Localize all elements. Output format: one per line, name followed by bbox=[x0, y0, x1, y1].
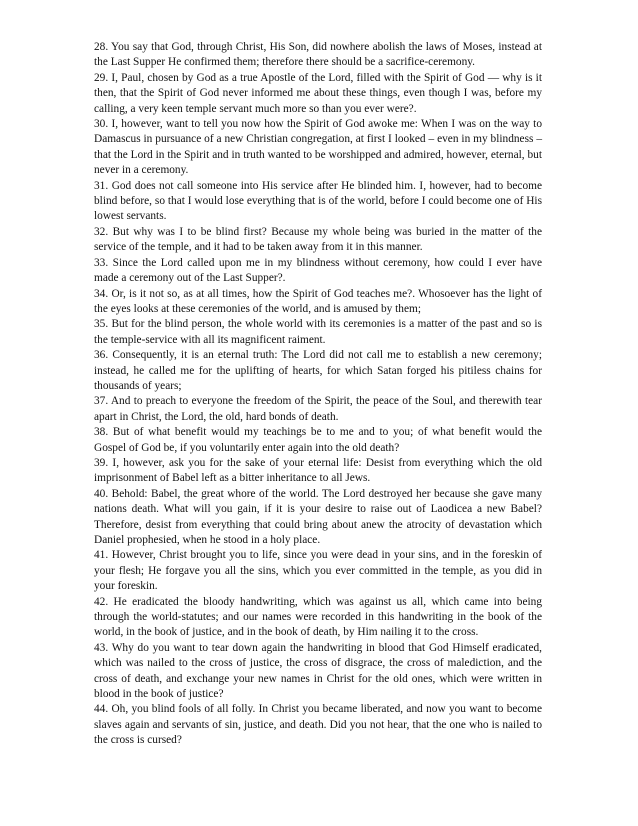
verse-44: 44. Oh, you blind fools of all folly. In Christ you became liberated, and now you want to become slaves again and servants of sin, justice, and death. Did you not hear, that the one who is nailed to the cross is cursed? bbox=[94, 703, 542, 747]
verse-33: 33. Since the Lord called upon me in my blindness without ceremony, how could I ever have made a ceremony out of the Last Supper?. bbox=[94, 256, 542, 285]
verse-28: 28. You say that God, through Christ, His Son, did nowhere abolish the laws of Moses, instead at the Last Supper He confirmed them; therefore there should be a sacrifice-ceremony. bbox=[94, 41, 542, 69]
verse-35: 35. But for the blind person, the whole world with its ceremonies is a matter of the past and so is the temple-service with all its magnificent raiment. bbox=[94, 318, 542, 346]
document-page bbox=[94, 40, 542, 749]
verse-34: 34. Or, is it not so, as at all times, how the Spirit of God teaches me?. Whosoever has the light of the eyes looks at these ceremonies of the world, and is amused by them; bbox=[94, 287, 542, 315]
verse-40: 40. Behold: Babel, the great whore of the world. The Lord destroyed her because she gave many nations death. What will you gain, if it is your desire to raise out of Laodicea a new Babel? Therefore, desist from everything that could bring about anew the atrocity of devastation which Daniel prophesied, when he stood in a holy place. bbox=[94, 487, 542, 546]
verse-37: 37. And to preach to everyone the freedom of the Spirit, the peace of the Soul, and therewith tear apart in Christ, the Lord, the old, hard bonds of death. bbox=[94, 395, 542, 423]
verse-43: 43. Why do you want to tear down again the handwriting in blood that God Himself eradicated, which was nailed to the cross of justice, the cross of disgrace, the cross of malediction, and the cross of death, and exchange your new names in Christ for the old ones, which were written in blood in the book of justice? bbox=[94, 641, 542, 701]
verse-42: 42. He eradicated the bloody handwriting, which was against us all, which came into being through the world-statutes; and our names were recorded in this handwriting in the book of the world, in the book of justice, and in the book of death, by Him nailing it to the cross. bbox=[94, 595, 542, 639]
verse-36: 36. Consequently, it is an eternal truth: The Lord did not call me to establish a new ceremony; instead, he called me for the uplifting of hearts, for which Satan forged his pitiless chains for thousands of years; bbox=[94, 349, 542, 392]
verse-30: 30. I, however, want to tell you now how the Spirit of God awoke me: When I was on the way to Damascus in pursuance of a new Christian congregation, at first I looked – even in my blindness – that the Lord in the Spirit and in truth wanted to be worshipped and admired, however, eternal, but never in a ceremony. bbox=[94, 118, 542, 177]
verse-41: 41. However, Christ brought you to life, since you were dead in your sins, and in the foreskin of your flesh; He forgave you all the sins, which you ever committed in the temple, as you did in your foreskin. bbox=[94, 549, 542, 593]
verse-29: 29. I, Paul, chosen by God as a true Apostle of the Lord, filled with the Spirit of God — why is it then, that the Spirit of God never informed me about these things, even though I was, before my calling, a very keen temple servant much more so than you ever were?. bbox=[94, 71, 542, 115]
verse-39: 39. I, however, ask you for the sake of your eternal life: Desist from everything which the old imprisonment of Babel left as a bitter inheritance to all Jews. bbox=[94, 456, 542, 485]
verse-31: 31. God does not call someone into His service after He blinded him. I, however, had to become blind before, so that I would lose everything that is of the world, before I could become one of His lowest servants. bbox=[94, 179, 542, 223]
verse-32: 32. But why was I to be blind first? Because my whole being was buried in the matter of the service of the temple, and it had to be taken away from it in this manner. bbox=[94, 225, 542, 254]
verse-38: 38. But of what benefit would my teachings be to me and to you; of what benefit would the Gospel of God be, if you voluntarily enter again into the old death? bbox=[94, 426, 542, 454]
